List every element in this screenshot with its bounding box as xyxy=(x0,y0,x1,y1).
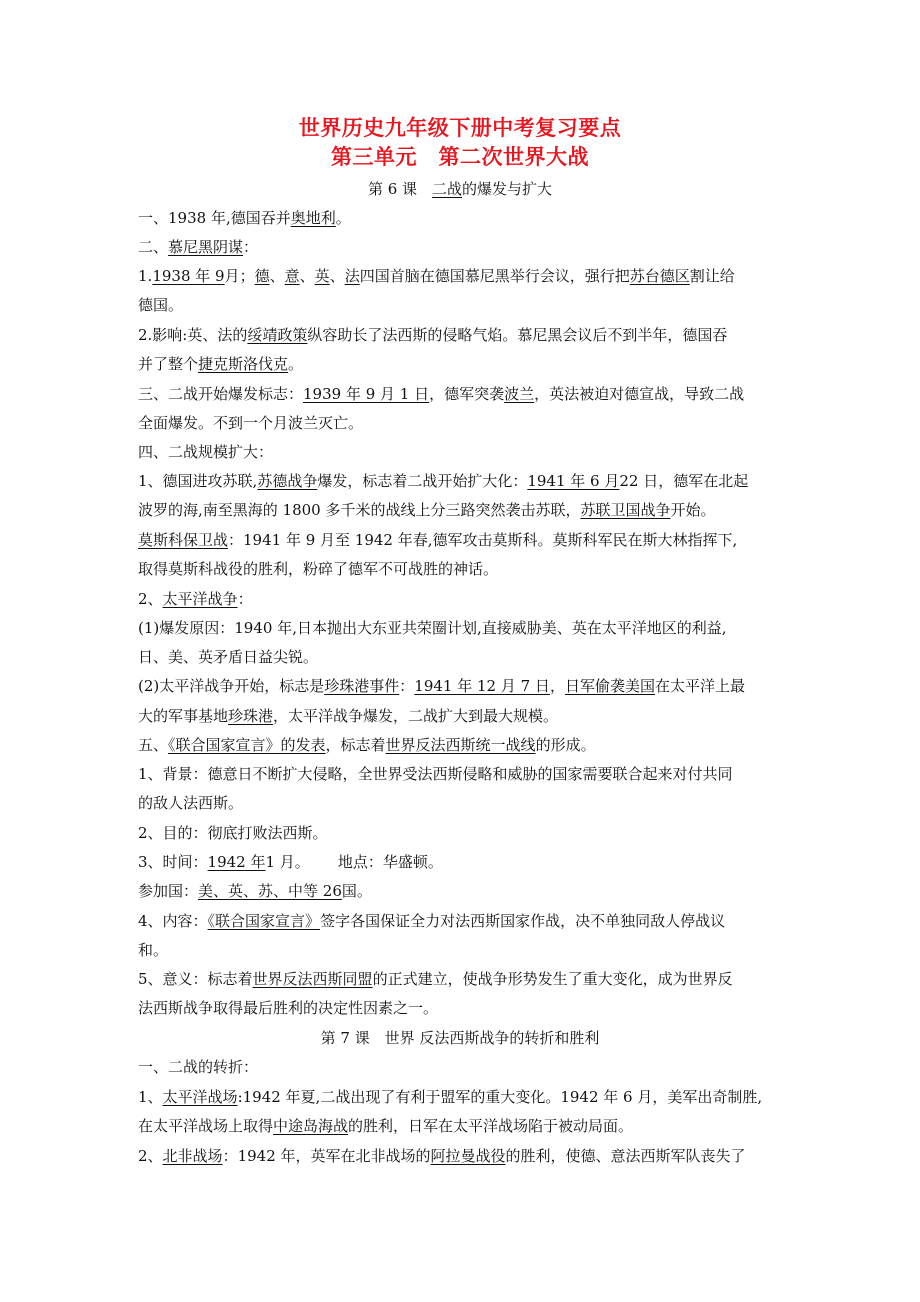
text-line: 在太平洋战场上取得中途岛海战的胜利，日军在太平洋战场陷于被动局面。 xyxy=(138,1117,634,1135)
text-line: 莫斯科保卫战：1941 年 9 月至 1942 年春,德军攻击莫斯科。莫斯科军民在斯大林指挥下, xyxy=(138,531,738,549)
text-line: 4、内容：《联合国家宣言》签字各国保证全力对法西斯国家作战，决不单独同敌人停战议 xyxy=(138,912,726,930)
text-line: 2、太平洋战争： xyxy=(138,590,253,608)
lesson-7-heading: 第 7 课 世界 反法西斯战争的转折和胜利 xyxy=(320,1029,600,1047)
text-line: 二、慕尼黑阴谋： xyxy=(138,238,259,256)
document-title: 世界历史九年级下册中考复习要点 xyxy=(298,116,622,140)
text-line: 日、美、英矛盾日益尖锐。 xyxy=(138,648,319,666)
text-line: 1.1938 年 9月；德、意、英、法四国首脑在德国慕尼黑举行会议，强行把苏台德区割让给 xyxy=(138,267,735,285)
text-line: 的敌人法西斯。 xyxy=(138,794,244,812)
text-line: 一、1938 年,德国吞并奥地利。 xyxy=(138,209,351,227)
unit-title: 第三单元 第二次世界大战 xyxy=(331,145,589,169)
text-line: 1、德国进攻苏联,苏德战争爆发，标志着二战开始扩大化：1941 年 6 月22 日，德军在北起 xyxy=(138,472,749,490)
text-line: 1、太平洋战场:1942 年夏,二战出现了有利于盟军的重大变化。1942 年 6 月，美军出奇制胜, xyxy=(138,1088,763,1106)
text-line: 三、二战开始爆发标志：1939 年 9 月 1 日，德军突袭波兰，英法被迫对德宣战，导致二战 xyxy=(138,385,745,403)
text-line: 和。 xyxy=(138,941,169,959)
text-line: (1)爆发原因：1940 年,日本抛出大东亚共荣圈计划,直接威胁美、英在太平洋地区的利益, xyxy=(138,619,727,637)
text-line: 法西斯战争取得最后胜利的决定性因素之一。 xyxy=(138,999,439,1017)
text-line: 5、意义：标志着世界反法西斯同盟的正式建立，使战争形势发生了重大变化，成为世界反 xyxy=(138,970,733,988)
text-line: 3、时间：1942 年1 月。 地点：华盛顿。 xyxy=(138,853,443,871)
text-line: 五、《联合国家宣言》的发表，标志着世界反法西斯统一战线的形成。 xyxy=(138,736,596,754)
text-line: 2.影响:英、法的绥靖政策纵容助长了法西斯的侵略气焰。慕尼黑会议后不到半年，德国吞 xyxy=(138,326,728,344)
text-line: 一、二战的转折： xyxy=(138,1058,259,1076)
text-line: 并了整个捷克斯洛伐克。 xyxy=(138,355,304,373)
text-line: 2、北非战场：1942 年，英军在北非战场的阿拉曼战役的胜利，使德、意法西斯军队丧失了 xyxy=(138,1147,746,1165)
text-line: (2)太平洋战争开始，标志是珍珠港事件：1941 年 12 月 7 日，日军偷袭美国在太平洋上最 xyxy=(138,677,745,695)
text-line: 2、目的：彻底打败法西斯。 xyxy=(138,824,328,842)
lesson-6-heading: 第 6 课 二战的爆发与扩大 xyxy=(367,180,553,198)
text-line: 大的军事基地珍珠港，太平洋战争爆发，二战扩大到最大规模。 xyxy=(138,707,559,725)
text-line: 德国。 xyxy=(138,296,184,314)
text-line: 取得莫斯科战役的胜利，粉碎了德军不可战胜的神话。 xyxy=(138,560,499,578)
text-line: 四、二战规模扩大： xyxy=(138,443,274,461)
text-line: 参加国：美、英、苏、中等 26国。 xyxy=(138,882,372,900)
text-line: 全面爆发。不到一个月波兰灭亡。 xyxy=(138,414,364,432)
text-line: 波罗的海,南至黑海的 1800 多千米的战线上分三路突然袭击苏联，苏联卫国战争开始。 xyxy=(138,501,716,519)
text-line: 1、背景：德意日不断扩大侵略，全世界受法西斯侵略和威胁的国家需要联合起来对付共同 xyxy=(138,765,733,783)
